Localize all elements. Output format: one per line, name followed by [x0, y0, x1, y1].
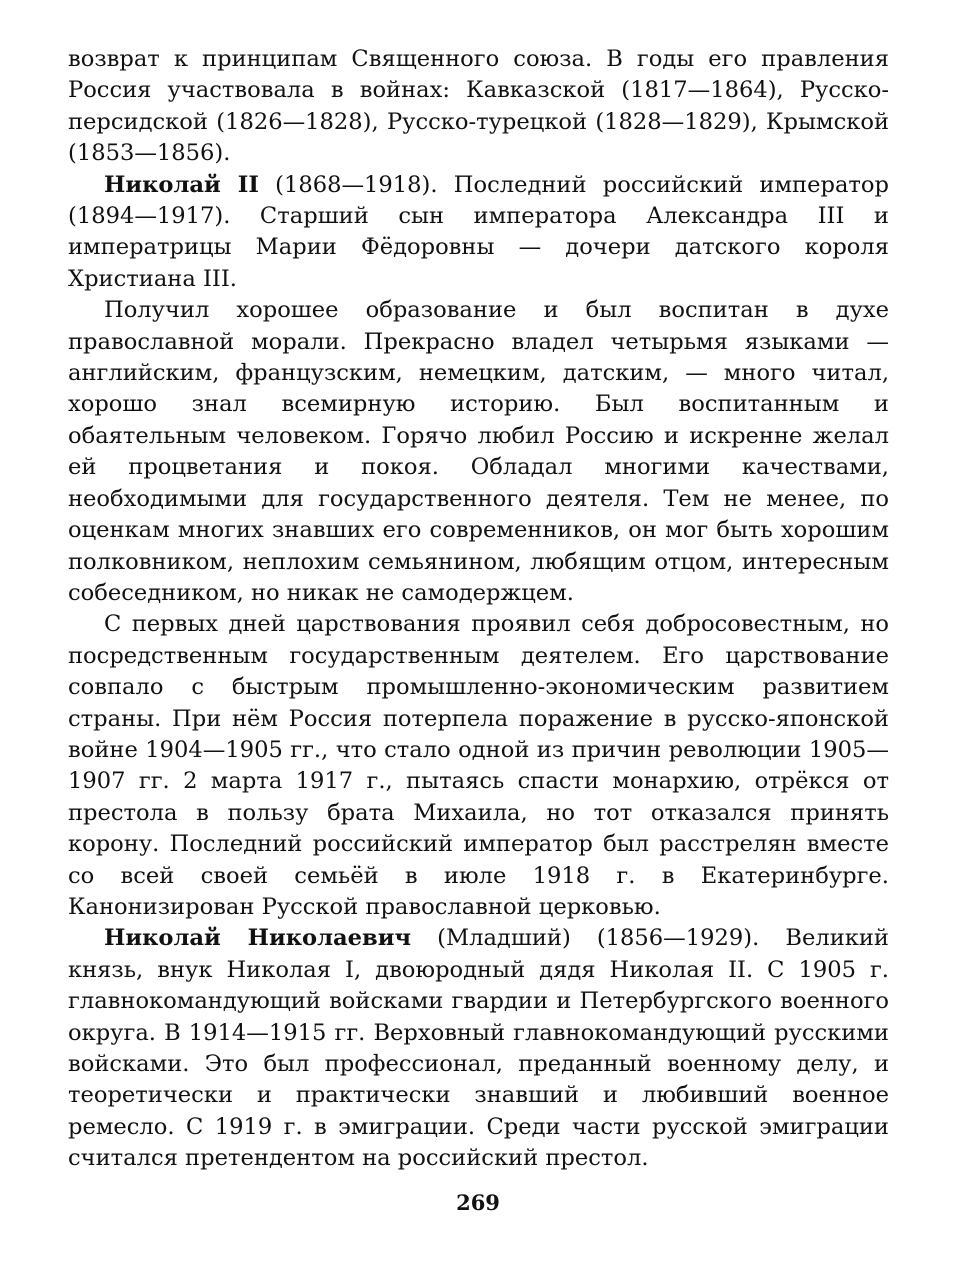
entry-heading: Николай Николаевич — [104, 925, 412, 952]
paragraph-text: Получил хорошее образование и был воспитан в духе православной морали. Прекрасно владел четырьмя языками — английским, французским, немецким, датским, — много читал, хорошо знал всемирную историю. Был воспитанным и обаятельным человеком. Горячо любил Россию и искренне желал ей процветания и покоя. Обладал многими качествами, необходимыми для государственного деятеля. Тем не менее, по оценкам многих знавших его современников, он мог быть хорошим полковником, неплохим семьянином, любящим отцом, интересным собеседником, но никак не самодержцем. — [68, 297, 889, 606]
paragraph-nikolai-nikolaevich — [68, 923, 889, 1174]
paragraph-continuation — [68, 44, 889, 170]
page-number: 269 — [456, 1190, 500, 1215]
paragraph-text: (Младший) (1856—1929). Великий князь, внук Николая I, двоюродный дядя Николая II. С 1905 г. главнокомандующий войсками гвардии и Петербургского военного округа. В 1914—1915 гг. Верховный главнокомандующий русскими войсками. Это был профессионал, преданный военному делу, и теоретически и практически знавший и любивший военное ремесло. С 1919 г. в эмиграции. Среди части русской эмиграции считался претендентом на российский престол. — [68, 925, 889, 1172]
entry-heading: Николай II — [104, 171, 259, 198]
paragraph-nicholas-ii — [68, 170, 889, 296]
paragraph-education — [68, 295, 889, 609]
paragraph-reign — [68, 609, 889, 923]
paragraph-text: возврат к принципам Священного союза. В годы его правления Россия участвовала в войнах: Кавказской (1817—1864), Русско-персидской (1826—1828), Русско-турецкой (1828—1829), Крымской (1853—1856). — [68, 46, 889, 167]
paragraph-text: С первых дней царствования проявил себя добросовестным, но посредственным государственным деятелем. Его царствование совпало с быстрым промышленно-экономическим развитием страны. При нём Россия потерпела поражение в русско-японской войне 1904—1905 гг., что стало одной из причин революции 1905—1907 гг. 2 марта 1917 г., пытаясь спасти монархию, отрёкся от престола в пользу брата Михаила, но тот отказался принять корону. Последний российский император был расстрелян вместе со всей своей семьёй в июле 1918 г. в Екатеринбурге. Канонизирован Русской православной церковью. — [68, 611, 889, 920]
paragraph-text: (1868—1918). Последний российский император (1894—1917). Старший сын императора Александра III и императрицы Марии Фёдоровны — дочери датского короля Христиана III. — [68, 171, 889, 292]
page-body — [68, 44, 889, 1175]
